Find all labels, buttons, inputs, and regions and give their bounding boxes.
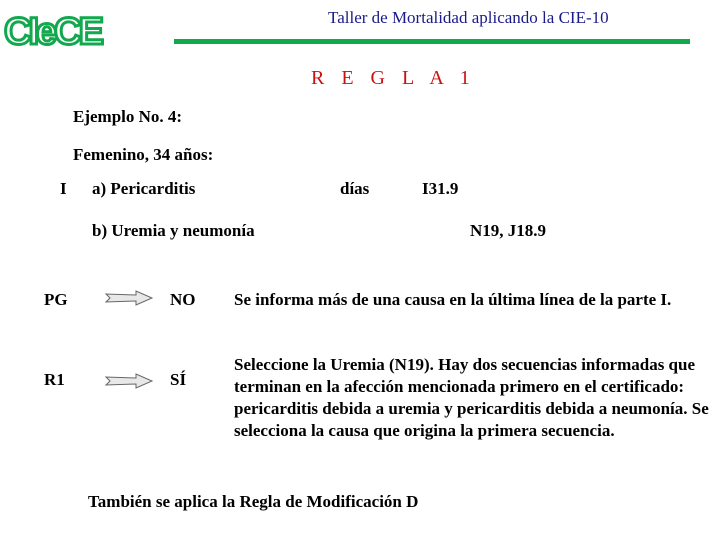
cause-line-b: b) Uremia y neumonía [92,221,255,240]
header-divider [174,39,690,44]
step-answer-r1: SÍ [170,370,187,389]
cicece-logo [2,2,101,53]
part-label: I [60,179,67,198]
step-rule-pg: PG [44,290,68,309]
right-arrow-icon [106,373,152,389]
step-explanation-r1: Seleccione la Uremia (N19). Hay dos secuencias informadas que terminan en la afección mencionada primero en el certificado: pericarditis debida a uremia y pericarditis debida a neumonía. Se selecciona la causa que origina la primera secuencia. [234,355,709,440]
step-answer-pg: NO [170,290,196,309]
header-title: Taller de Mortalidad aplicando la CIE-10 [328,8,609,27]
cause-line-a: a) Pericarditis [92,179,196,198]
rule-title: R E G L A 1 [311,67,476,89]
svg-text:CIeCE: CIeCE [4,11,101,53]
right-arrow-icon [106,290,152,306]
cause-line-b-code: N19, J18.9 [470,221,547,240]
step-rule-r1: R1 [44,370,65,389]
footer-note: También se aplica la Regla de Modificación D [88,492,419,511]
cause-line-a-duration: días [340,179,370,198]
step-explanation-pg: Se informa más de una causa en la última línea de la parte I. [234,290,672,309]
example-heading: Ejemplo No. 4: [73,107,183,126]
patient-info: Femenino, 34 años: [73,145,214,164]
cause-line-a-code: I31.9 [422,179,459,198]
